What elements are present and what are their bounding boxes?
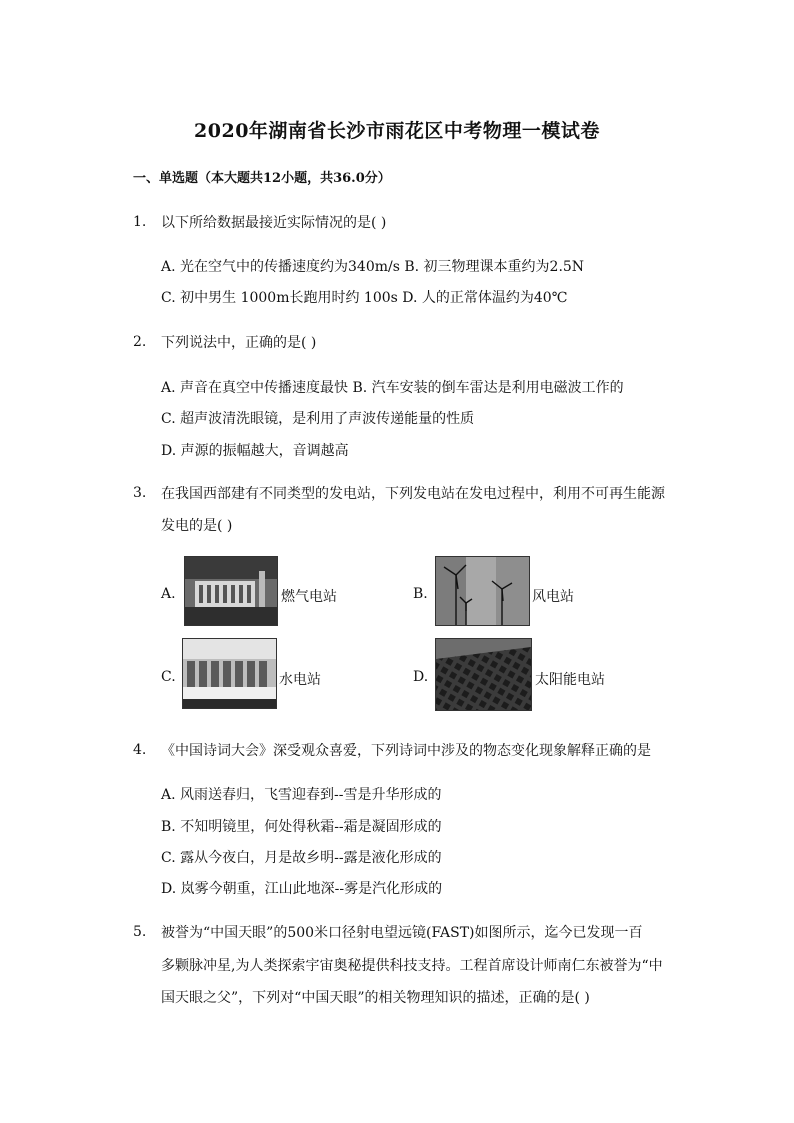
question-number: 4. xyxy=(133,742,147,758)
option-label: 风电站 xyxy=(532,589,574,605)
option-label: 水电站 xyxy=(279,672,321,688)
option-row[interactable]: D. 声源的振幅越大，音调越高 xyxy=(161,443,349,459)
question-number: 3. xyxy=(133,485,147,501)
hydro-power-station-image xyxy=(182,638,277,709)
question-stem: 被誉为“中国天眼”的500米口径射电望远镜(FAST)如图所示，迄今已发现一百 xyxy=(161,925,643,941)
option-label: 太阳能电站 xyxy=(535,672,605,688)
question-stem: 发电的是( ) xyxy=(161,518,233,534)
option-letter[interactable]: C. xyxy=(161,669,176,685)
page-title: 2020年湖南省长沙市雨花区中考物理一模试卷 xyxy=(194,120,600,142)
wind-power-station-image xyxy=(435,556,530,626)
option-row[interactable]: C. 露从今夜白，月是故乡明--露是液化形成的 xyxy=(161,850,442,866)
option-row[interactable]: A. 光在空气中的传播速度约为340m/s B. 初三物理课本重约为2.5N xyxy=(161,259,585,275)
question-number: 2. xyxy=(133,334,147,350)
option-letter[interactable]: A. xyxy=(161,586,176,602)
option-letter[interactable]: B. xyxy=(413,586,428,602)
gas-power-station-image xyxy=(184,556,278,626)
option-row[interactable]: A. 风雨送春归，飞雪迎春到--雪是升华形成的 xyxy=(161,787,442,803)
option-label: 燃气电站 xyxy=(281,589,337,605)
question-stem: 在我国西部建有不同类型的发电站，下列发电站在发电过程中，利用不可再生能源 xyxy=(161,486,665,502)
option-row[interactable]: C. 超声波清洗眼镜，是利用了声波传递能量的性质 xyxy=(161,411,475,427)
option-row[interactable]: A. 声音在真空中传播速度最快 B. 汽车安装的倒车雷达是利用电磁波工作的 xyxy=(161,380,624,396)
option-letter[interactable]: D. xyxy=(413,669,429,685)
option-row[interactable]: C. 初中男生 1000m长跑用时约 100s D. 人的正常体温约为40℃ xyxy=(161,290,568,306)
solar-power-station-image xyxy=(435,638,532,711)
question-stem: 国天眼之父”，下列对“中国天眼”的相关物理知识的描述，正确的是( ) xyxy=(161,990,590,1006)
question-stem: 《中国诗词大会》深受观众喜爱，下列诗词中涉及的物态变化现象解释正确的是 xyxy=(161,743,651,759)
option-row[interactable]: B. 不知明镜里，何处得秋霜--霜是凝固形成的 xyxy=(161,819,442,835)
question-stem: 以下所给数据最接近实际情况的是( ) xyxy=(161,215,387,231)
question-number: 5. xyxy=(133,924,147,940)
question-stem: 下列说法中，正确的是( ) xyxy=(161,335,317,351)
section-heading: 一、单选题（本大题共12小题，共36.0分） xyxy=(133,171,391,186)
question-stem: 多颗脉冲星,为人类探索宇宙奥秘提供科技支持。工程首席设计师南仁东被誉为“中 xyxy=(161,958,663,974)
question-number: 1. xyxy=(133,214,147,230)
option-row[interactable]: D. 岚雾今朝重，江山此地深--雾是汽化形成的 xyxy=(161,881,443,897)
